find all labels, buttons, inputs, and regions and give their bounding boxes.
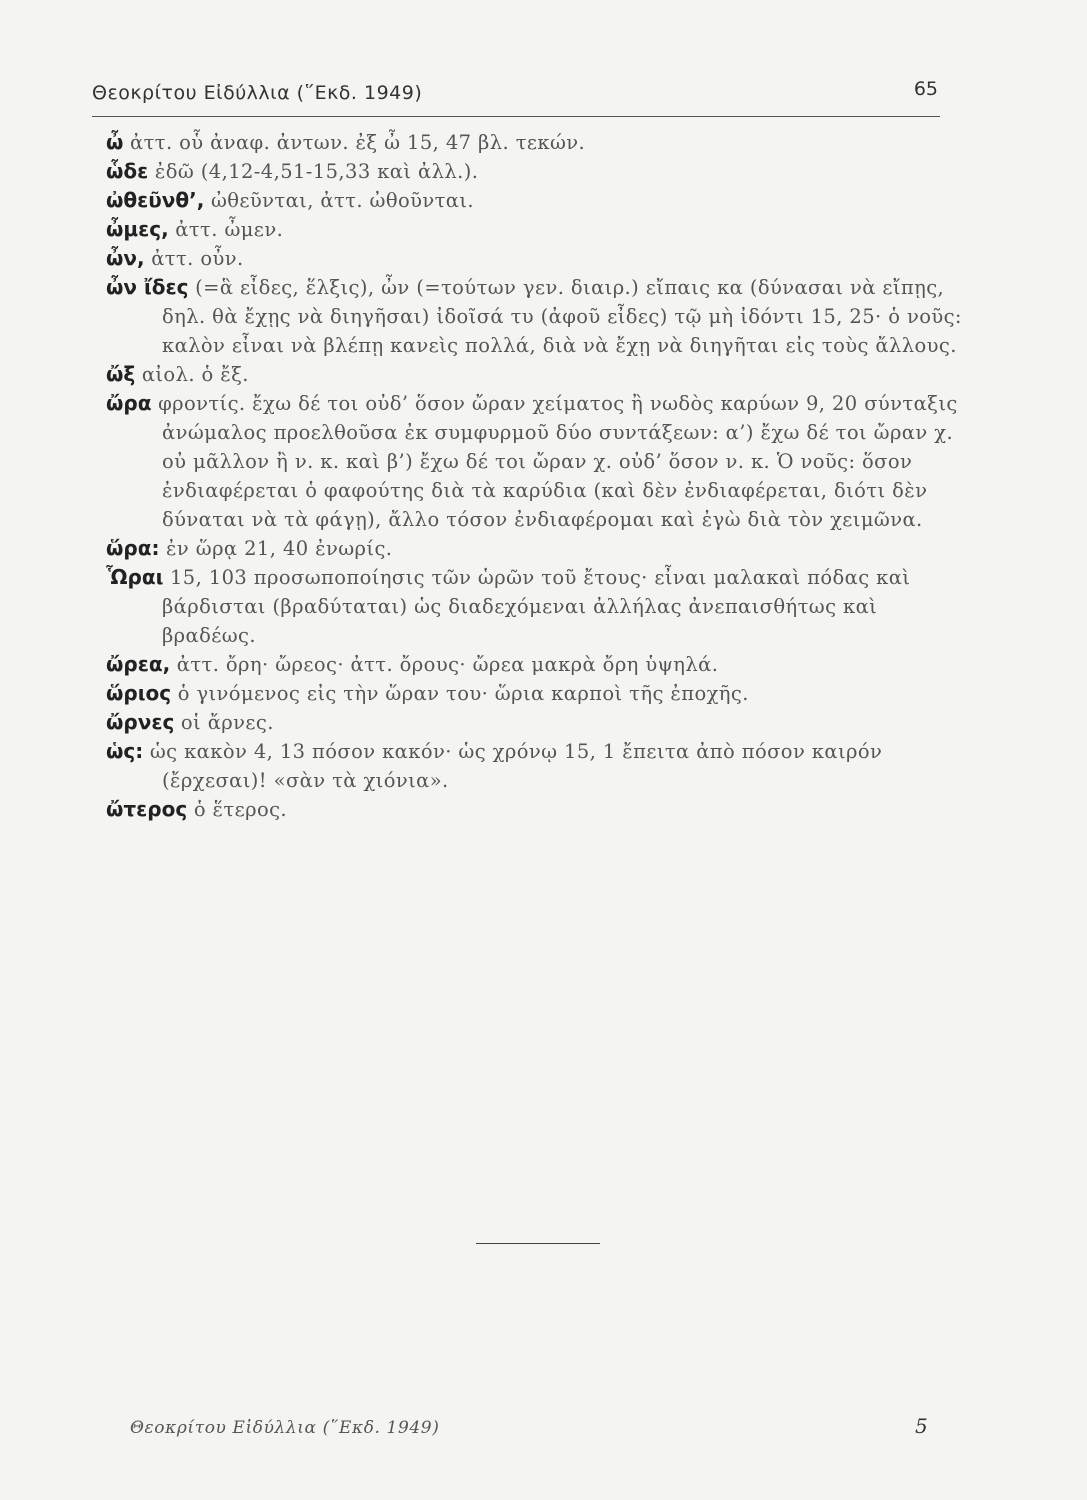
glossary-entry: [106, 389, 964, 534]
entry-text: ἀττ. οὖν.: [151, 247, 244, 270]
header-title: Θεοκρίτου Εἰδύλλια (῞Εκδ. 1949): [92, 82, 423, 104]
entry-text: (=ἃ εἶδες, ἕλξις), ὦν (=τούτων γεν. διαιρ.) εἴπαις κα (δύνασαι νὰ εἴπῃς, δηλ. θὰ ἔχῃς νὰ διηγῆσαι) ἰδοῖσά τυ (ἀφοῦ εἶδες) τῷ μὴ ἰδόντι 15, 25· ὁ νοῦς: καλὸν εἶναι νὰ βλέπῃ κανεὶς πολλά, διὰ νὰ ἔχῃ νὰ διηγῆται εἰς τοὺς ἄλλους.: [162, 276, 962, 357]
glossary-entry: [106, 737, 964, 795]
entry-text: αἰολ. ὁ ἔξ.: [141, 363, 249, 386]
glossary-entry: [106, 157, 964, 186]
section-divider: [476, 1243, 600, 1244]
entry-text: ἀττ. ὄρη· ὤρεος· ἀττ. ὄρους· ὤρεα μακρὰ ὄρη ὑψηλά.: [176, 653, 719, 676]
entry-text: ὠθεῦνται, ἀττ. ὠθοῦνται.: [210, 189, 475, 212]
entry-text: ὁ ἕτερος.: [193, 798, 288, 821]
glossary-entry: [106, 128, 964, 157]
glossary-entry: [106, 679, 964, 708]
page-number: 65: [913, 78, 938, 100]
entry-lemma: ὤρα: [106, 391, 152, 415]
glossary-entry: [106, 273, 964, 360]
entry-text: ὡς κακὸν 4, 13 πόσον κακόν· ὡς χρόνῳ 15, 1 ἔπειτα ἀπὸ πόσον καιρόν (ἔρχεσαι)! «σὰν τὰ χιόνια».: [149, 740, 883, 792]
entry-text: ἀττ. ὦμεν.: [175, 218, 284, 241]
entry-lemma: ὧδε: [106, 159, 149, 183]
glossary-entry: [106, 563, 964, 650]
entry-lemma: ὡς:: [106, 739, 144, 763]
glossary-entry: [106, 708, 964, 737]
entry-lemma: ὥριος: [106, 681, 172, 705]
glossary-entry: [106, 795, 964, 824]
glossary-entry: [106, 244, 964, 273]
entry-lemma: Ὧραι: [106, 565, 164, 589]
entry-lemma: ὤρνες: [106, 710, 175, 734]
entry-text: ἀττ. οὗ ἀναφ. ἀντων. ἐξ ὦ 15, 47 βλ. τεκών.: [130, 131, 586, 154]
glossary-entry: [106, 360, 964, 389]
entry-text: ἐδῶ (4,12-4,51-15,33 καὶ ἀλλ.).: [154, 160, 479, 183]
entry-text: οἱ ἄρνες.: [180, 711, 274, 734]
signature-mark: 5: [915, 1414, 928, 1438]
entry-text: ὁ γινόμενος εἰς τὴν ὥραν του· ὥρια καρποὶ τῆς ἐποχῆς.: [177, 682, 749, 705]
entry-lemma: ὦ: [106, 130, 124, 154]
glossary-entry: [106, 650, 964, 679]
header-rule: [92, 116, 940, 117]
glossary-entry: [106, 215, 964, 244]
entry-lemma: ὦν ἴδες: [106, 275, 189, 299]
entry-lemma: ὠθεῦνθ’,: [106, 188, 205, 212]
entry-text: 15, 103 προσωποποίησις τῶν ὡρῶν τοῦ ἔτους· εἶναι μαλακαὶ πόδας καὶ βάρδισται (βραδύταται) ὡς διαδεχόμεναι ἀλλήλας ἀνεπαισθήτως καὶ βραδέως.: [162, 566, 911, 647]
entry-lemma: ὦν,: [106, 246, 145, 270]
entry-lemma: ὥρα:: [106, 536, 160, 560]
glossary-entries: [106, 128, 964, 824]
glossary-entry: [106, 186, 964, 215]
glossary-entry: [106, 534, 964, 563]
entry-text: ἐν ὥρᾳ 21, 40 ἐνωρίς.: [166, 537, 393, 560]
footer-title: Θεοκρίτου Εἰδύλλια (῞Εκδ. 1949): [130, 1418, 440, 1438]
entry-text: φροντίς. ἔχω δέ τοι οὐδ’ ὅσον ὤραν χείματος ἢ νωδὸς καρύων 9, 20 σύνταξις ἀνώμαλος προελθοῦσα ἐκ συμφυρμοῦ δύο συντάξεων: α’) ἔχω δέ τοι ὤραν χ. οὐ μᾶλλον ἢ ν. κ. καὶ β’) ἔχω δέ τοι ὤραν χ. οὐδ’ ὅσον ν. κ. Ὁ νοῦς: ὅσον ἐνδιαφέρεται ὁ φαφούτης διὰ τὰ καρύδια (καὶ δὲν ἐνδιαφέρεται, διότι δὲν δύναται νὰ τὰ φάγῃ), ἄλλο τόσον ἐνδιαφέρομαι καὶ ἐγὼ διὰ τὸν χειμῶνα.: [158, 392, 958, 531]
running-header: [92, 78, 938, 114]
entry-lemma: ὤτερος: [106, 797, 188, 821]
entry-lemma: ὦμες,: [106, 217, 169, 241]
entry-lemma: ὤρεα,: [106, 652, 171, 676]
entry-lemma: ὤξ: [106, 362, 136, 386]
